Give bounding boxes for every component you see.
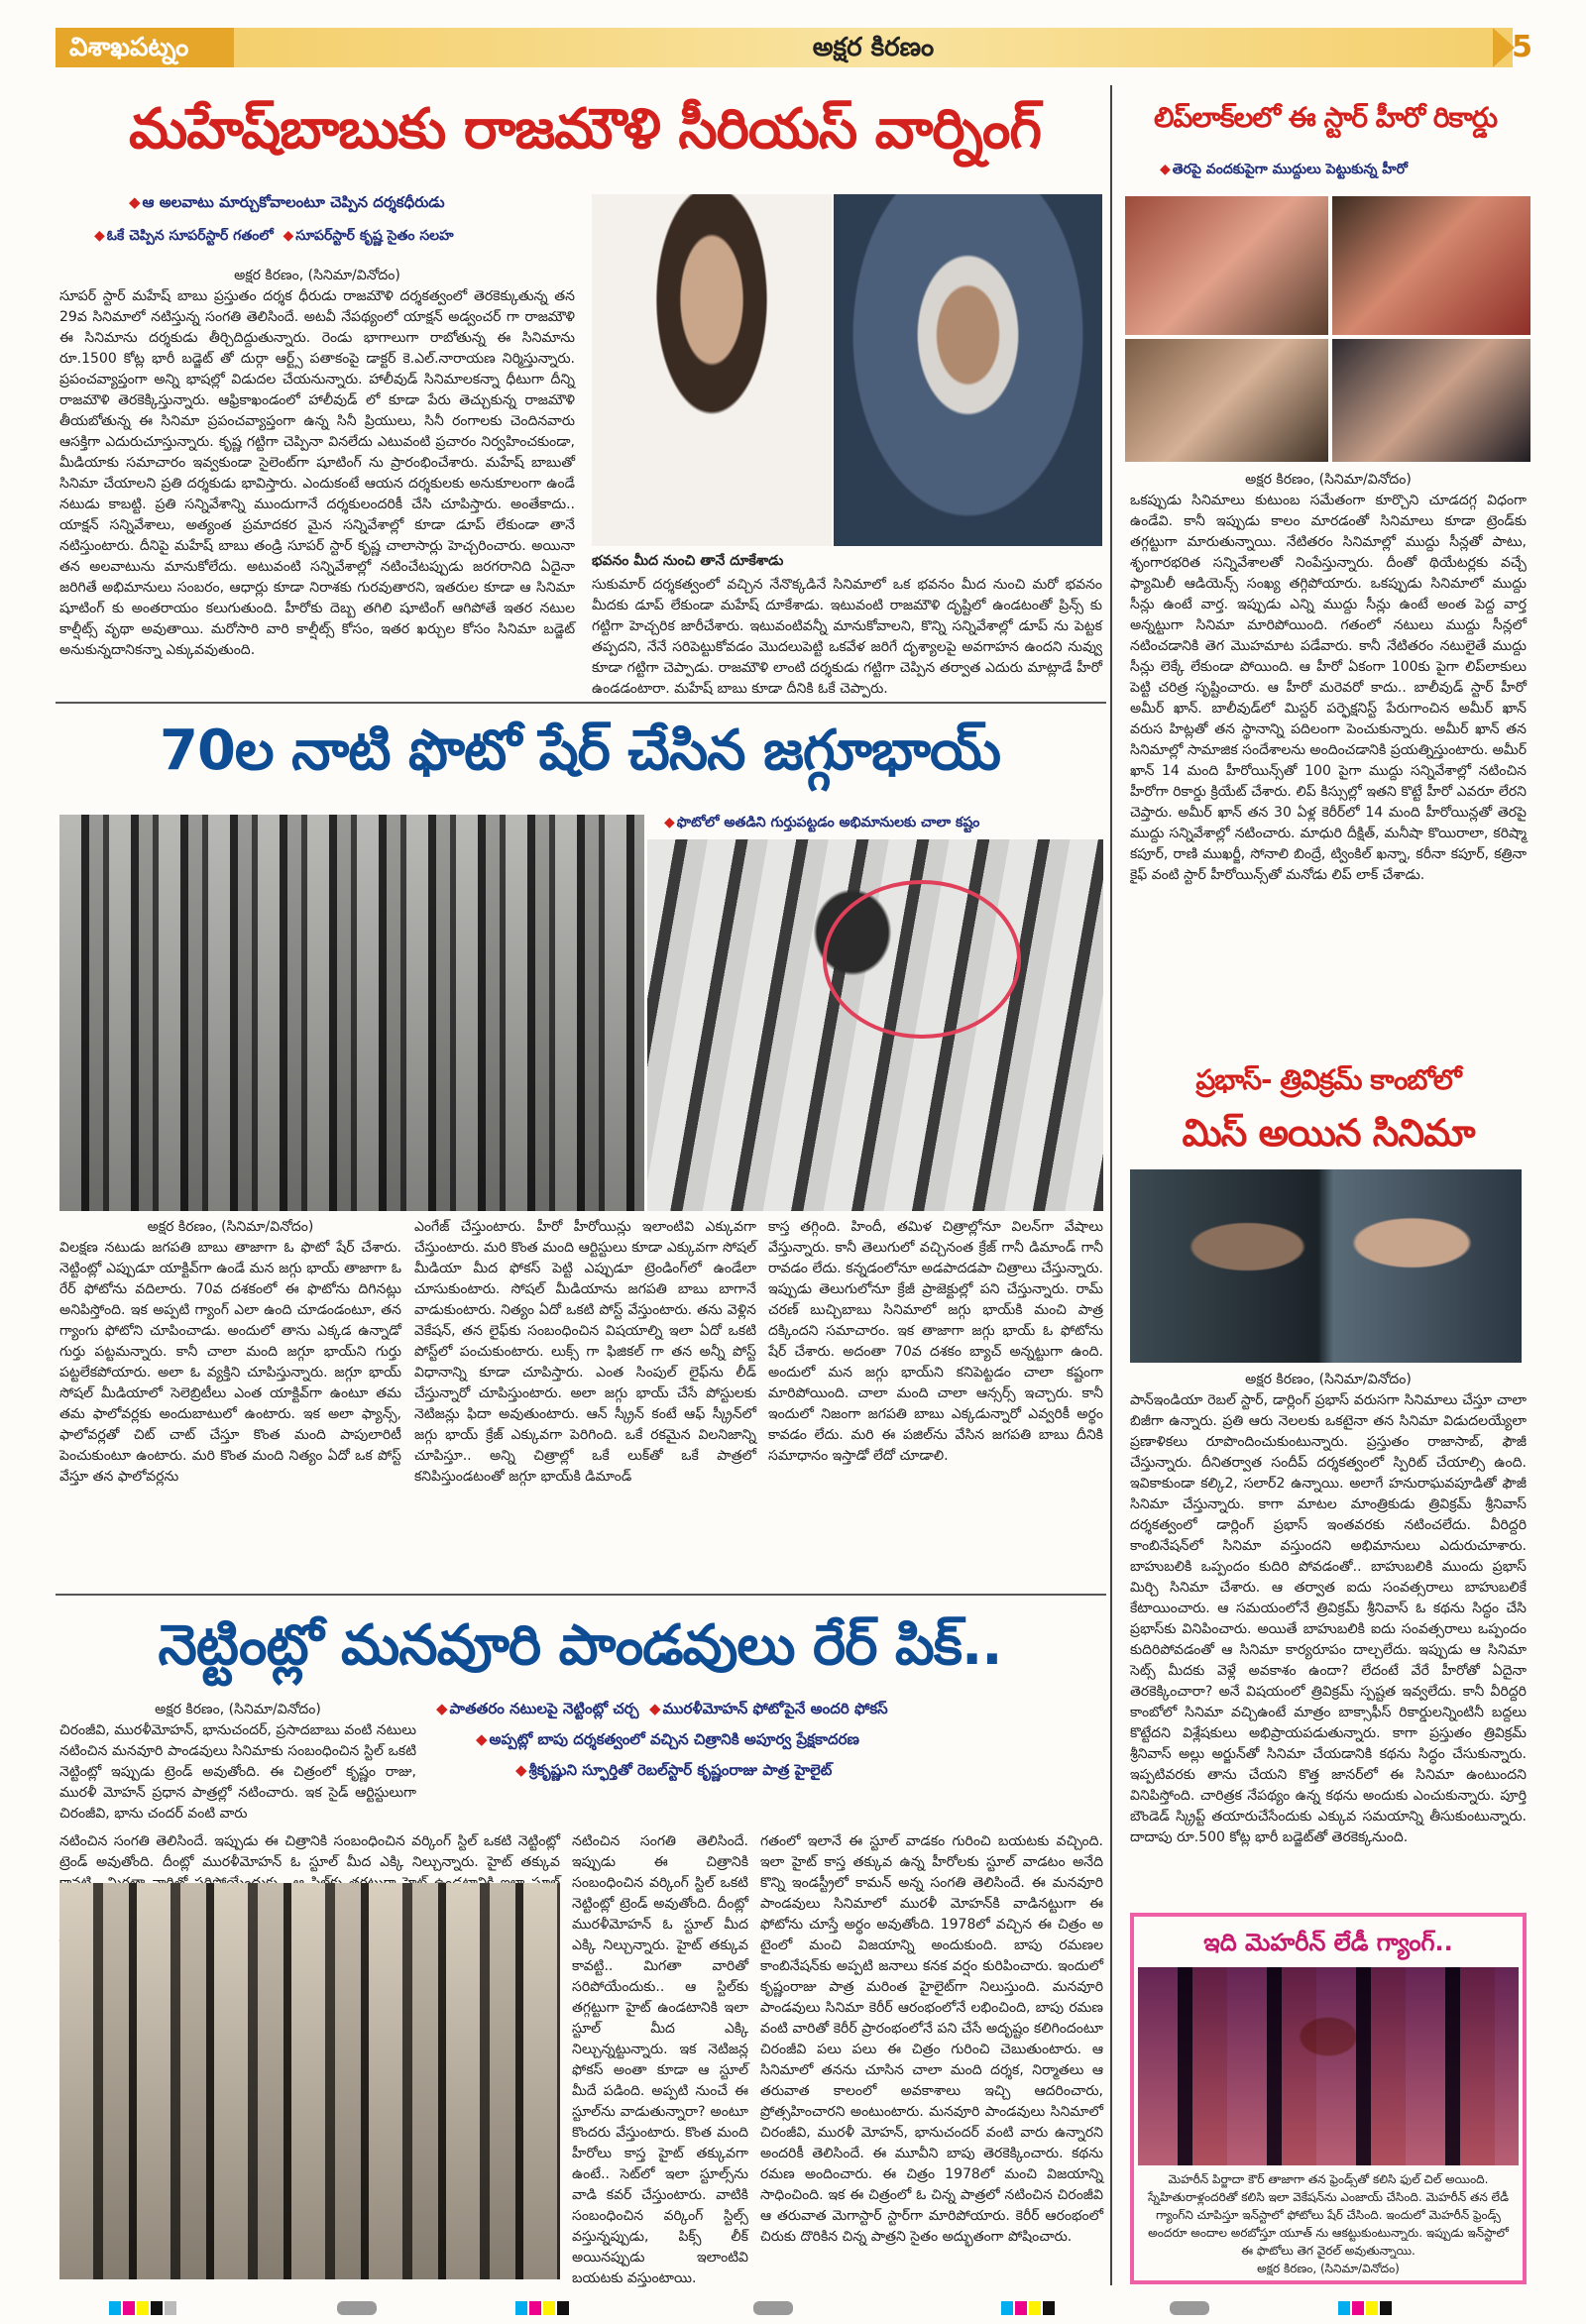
color-swatch <box>109 2301 121 2315</box>
article-body <box>59 1700 416 1828</box>
sidebar-body <box>1130 1370 1527 1895</box>
color-swatch <box>1015 2301 1027 2315</box>
article-body <box>59 1217 401 1586</box>
subheadline-text: పాతతరం నటులపై నెట్టింట్లో చర్చ <box>449 1700 639 1717</box>
body-text: సుకుమార్ దర్శకత్వంలో వచ్చిన నేనొక్కడినే సినిమాలో ఒక భవనం మీద నుంచి మరో భవనం మీదకు డూప్ లేకుండా మహేష్ దూకేశాడు. ఇటువంటి రాజమౌళి దృష్టిలో ఉండటంతో ప్రిన్స్ కు గట్టిగా హెచ్చరిక జారీచేశారు. ఇటువంటివన్నీ మానుకోవాలని, కొన్ని సన్నివేశాల్లో డూప్ ను పెట్టక తప్పదని, నేనే సరిపెట్టుకోవడం మొదలుపెట్టి ఒకవేళ జరిగే దృశ్యాలపై అవగాహన ఉందని నువ్వు కూడా గట్టిగా చెప్పాడు. రాజమౌళి లాంటి దర్శకుడు గట్టిగా చెప్పిన తర్వాత ఎదురు మాట్లాడే హీరో ఉండడంటారా. మహేష్ బాబు కూడా దీనికి ఓకే చెప్పారు. <box>592 577 1102 697</box>
sidebar-body <box>1142 2170 1515 2279</box>
color-swatch <box>137 2301 149 2315</box>
paper-name: అక్షర కిరణం <box>234 28 1513 67</box>
body-text: గతంలో ఇలానే ఈ స్టూల్ వాడకం గురించి బయటకు వచ్చింది. ఇలా హైట్ కాస్త తక్కువ ఉన్న హీరోలకు స్టూల్ వాడటం అనేది కొన్ని ఇండస్ట్రీలో కామన్ అన్న సంగతి తెలిసిందే. ఈ మనవూరి పాండవులు సినిమాలో మురళీ మోహన్‌కి వాడినట్టుగా ఈ ఫోటోను చూస్తే అర్థం అవుతోంది. 1978లో వచ్చిన ఈ చిత్రం అ టైంలో మంచి విజయాన్ని అందుకుంది. బాపు రమణల కాంబినేషన్‌కు అప్పటి జనాలు కనక వర్షం కురిపించారు. ఇందులో కృష్ణంరాజు పాత్ర మరింత హైలైట్‌గా నిలుస్తుంది. మనవూరి పాండవులు సినిమా కెరీర్ ఆరంభంలోనే లభించింది, బాపు రమణ వంటి వారితో కెరీర్ ప్రారంభంలోనే పని చేసే అదృష్టం కలిగిందంటూ చిరంజీవి పలు పలు ఈ చిత్రం గురించి చెబుతుంటారు. ఆ సినిమాలో తనను చూసిన చాలా మంది దర్శక, నిర్మాతలు ఆ తరువాత కాలంలో అవకాశాలు ఇచ్చి ఆదరించారు, ప్రోత్సహించారని అంటుంటారు. మనవూరి పాండవులు సినిమాలో చిరంజీవి, మురళీ మోహన్, భానుచందర్ వంటి వారు ఉన్నారని అందరికీ తెలిసిందే. ఈ మూవీని బాపు తెరకెక్కించారు. కథను రమణ అందించారు. ఈ చిత్రం 1978లో మంచి విజయాన్ని సాధించింది. ఇక ఈ చిత్రంలో ఓ చిన్న పాత్రలో నటించిన చిరంజీవి ఆ తరువాత మెగాస్టార్ స్టార్‌గా మారిపోయారు. కెరీర్ ఆరంభంలో చిరుకు దొరికిన చిన్న పాత్రని సైతం అద్భుతంగా పోషించారు. <box>760 1833 1103 2245</box>
article-subheadline: ◆ ఓకే చెప్పిన సూపర్‌స్టార్ గతంలో ◆ సూపర్‌స్టార్ కృష్ణ సైతం సలహ <box>94 228 454 244</box>
color-swatch <box>753 2301 793 2315</box>
article-subheadline: ◆ పాతతరం నటులపై నెట్టింట్లో చర్చ ◆ మురళీమోహన్ ఫోటోపైనే అందరి ఫోకస్ <box>436 1700 888 1717</box>
photo-mehreen-friends <box>1138 1967 1519 2165</box>
page-header <box>56 28 1532 67</box>
photo-kiss-scene <box>1332 339 1530 462</box>
color-swatch <box>1352 2301 1364 2315</box>
body-text: నటించిన సంగతి తెలిసిందే. ఇప్పుడు ఈ చిత్రానికి సంబంధించిన వర్కింగ్ స్టిల్ ఒకటి నెట్టింట్లో ట్రెండ్ అవుతోంది. దీంట్లో మురళీమోహన్ ఓ స్టూల్ మీద ఎక్కి నిల్చున్నారు. హైట్ తక్కువ <box>59 1833 560 1870</box>
subheadline-text: మురళీమోహన్ ఫోటోపైనే అందరి ఫోకస్ <box>662 1700 888 1717</box>
subheadline-text: ఫొటోలో అతడిని గుర్తుపట్టడం అభిమానులకు చాలా కష్టం <box>676 815 980 830</box>
article-body <box>768 1217 1103 1586</box>
article-body <box>760 1831 1103 2282</box>
column-divider <box>1110 85 1112 2285</box>
subheadline-text: ఓకే చెప్పిన సూపర్‌స్టార్ గతంలో <box>106 228 274 244</box>
article-subheadline: ◆ ఆ అలవాటు మార్చుకోవాలంటూ చెప్పిన దర్శకధీరుడు <box>129 193 445 211</box>
subheadline-text: ఆ అలవాటు మార్చుకోవాలంటూ చెప్పిన దర్శకధీరుడు <box>142 193 445 211</box>
dateline: అక్షర కిరణం, (సినిమా/వినోదం) <box>147 1219 314 1235</box>
color-swatch <box>529 2301 541 2315</box>
color-swatch <box>123 2301 135 2315</box>
article-subheadline: ◆ ఫొటోలో అతడిని గుర్తుపట్టడం అభిమానులకు చాలా కష్టం <box>664 815 980 830</box>
page-number: 5 <box>1512 30 1532 64</box>
article-body <box>572 1831 748 2286</box>
color-swatch <box>1029 2301 1041 2315</box>
sidebar-subheadline: ◆ తెరపై వందకుపైగా ముద్దులు పెట్టుకున్న హీరో <box>1160 162 1408 177</box>
section-divider <box>56 1594 1106 1596</box>
photo-kiss-scene <box>1125 339 1328 462</box>
body-text: చిరంజీవి, మురళీమోహన్, భానుచందర్, ప్రసాదబాబు వంటి నటులు నటించిన మనవూరి పాండవులు సినిమాకు సంబంధించిన స్టిల్ ఒకటి నెట్టింట్లో ఇప్పుడు ట్రెండ్ అవుతోంది. ఈ చిత్రంలో కృష్ణం రాజు, మురళీ మోహన్ ప్రధాన పాత్రల్లో నటించారు. ఇక సైడ్ ఆర్టిస్టులుగా చిరంజీవి, భాను చందర్ వంటి వారు <box>59 1722 416 1822</box>
color-swatch <box>1001 2301 1013 2315</box>
color-swatch <box>1043 2301 1055 2315</box>
article-headline: 70ల నాటి ఫొటో షేర్ చేసిన జగ్గూభాయ్ <box>159 719 1001 783</box>
color-swatch <box>1380 2301 1392 2315</box>
color-swatch <box>151 2301 163 2315</box>
body-text: విలక్షణ నటుడు జగపతి బాబు తాజాగా ఓ ఫొటో షేర్ చేశారు. నెట్టింట్లో ఎప్పుడూ యాక్టివ్‌గా ఉండే మన జగ్గు భాయ్ తాజాగా ఓ రేర్ ఫోటోను వదిలారు. 70వ దశకంలో ఈ ఫొటోను దిగినట్లు అనిపిస్తోంది. ఇక అప్పటి గ్యాంగ్ ఎలా ఉంది చూడండంటూ, తన గ్యాంగు ఫోటోని చూపించాడు. అందులో తాను ఎక్కడ ఉన్నాడో గుర్తు పట్టమన్నారు. కానీ చాలా మంది జగ్గూ భాయ్‌ని గుర్తు పట్టలేకపోయారు. అలా ఓ వ్యక్తిని చూపిస్తున్నారు. జగ్గూ భాయ్ సోషల్ మీడియాలో సెలెబ్రిటీలు ఎంత యాక్టివ్‌గా ఉంటూ తమ తమ ఫాలోవర్లకు అందుబాటులో ఉంటారు. ఇక అలా ఫ్యాన్స్‌, ఫాలోవర్లతో చిట్ చాట్ చేస్తూ కొంత మంది పాపులారిటీ పెంచుకుంటూ ఉంటారు. మరి కొంత మంది నిత్యం ఏదో ఒక పోస్ట్ వేస్తూ తన ఫాలోవర్లను <box>59 1240 401 1485</box>
body-text: ఎంగేజ్ చేస్తుంటారు. హీరో హీరోయిన్లు ఇలాంటివి ఎక్కువగా చేస్తుంటారు. మరి కొంత మంది ఆర్టిస్టులు కూడా ఎక్కువగా సోషల్ మీడియా మీద ఫోకస్ పెట్టి ఎప్పుడూ ట్రెండింగ్‌లో ఉండేలా చూసుకుంటారు. సోషల్ మీడియాను జగపతి బాబు బాగానే వాడుకుంటారు. నిత్యం ఏదో ఒకటి పోస్ట్ వేస్తుంటారు. తను వెళ్లిన వెకేషన్, తన లైఫ్‌కు సంబంధించిన విషయాల్ని ఇలా ఏదో ఒకటి పోస్ట్‌లో పంచుకుంటారు. లుక్స్ గా ఫిజికల్ గా తన అన్నీ పోస్ట్ విధానాన్ని కూడా చూపిస్తారు. ఎంత సింపుల్ లైఫ్‌ను లీడ్ చేస్తున్నారో చూపిస్తుంటారు. అలా జగ్గు భాయ్ చేసే పోస్టులకు నెటిజన్లు ఫిదా అవుతుంటారు. ఆన్ స్క్రీన్ కంటే ఆఫ్ స్క్రీన్‌లో జగ్గు భాయ్ క్రేజ్ ఎక్కువగా పెరిగింది. ఒకే రకమైన విలనిజాన్ని చూపిస్తూ.. అన్ని చిత్రాల్లో ఒకే లుక్‌తో ఒకే పాత్రలో కనిపిస్తుండటంతో జగ్గూ భాయ్‌కి డిమాండ్ <box>414 1219 756 1485</box>
photo-kiss-scene <box>1332 196 1530 335</box>
article-body <box>592 575 1102 697</box>
color-swatch <box>1170 2301 1209 2315</box>
color-swatch <box>543 2301 555 2315</box>
body-text: నటించిన సంగతి తెలిసిందే. ఇప్పుడు ఈ చిత్రానికి సంబంధించిన వర్కింగ్ స్టిల్ ఒకటి నెట్టింట్లో ట్రెండ్ అవుతోంది. దీంట్లో మురళీమోహన్ ఓ స్టూల్ మీద ఎక్కి నిల్చున్నారు. హైట్ తక్కువ కావట్టి.. మిగతా వారితో సరిపోయేందుకు.. ఆ స్టిల్‌కు తగ్గట్టుగా హైట్ ఉండటానికి ఇలా స్టూల్ మీద ఎక్కి నిల్చున్నట్టున్నారు. ఇక నెటిజన్ల ఫోకస్ అంతా కూడా ఆ స్టూల్ మీదే పడింది. అప్పటి నుంచే ఈ స్టూల్‌ను వాడుతున్నారా? అంటూ కొందరు వేస్తుంటారు. కొంత మంది హీరోలు కాస్త హైట్ తక్కువగా ఉంటే.. సెట్‌లో ఇలా స్టూల్స్‌ను వాడి కవర్ చేస్తుంటారు. వాటికి సంబంధించిన వర్కింగ్ స్టిల్స్ వస్తున్నప్పుడు, పిక్స్ లీక్ అయినప్పుడు ఇలాంటివి బయటకు వస్తుంటాయి. <box>572 1833 748 2286</box>
section-divider <box>56 702 1106 704</box>
article-subheadline: ◆ శ్రీకృష్ణుని స్ఫూర్తితో రెబల్‌స్టార్ కృష్ణంరాజు పాత్ర హైలైట్ <box>515 1761 833 1779</box>
body-text: ఒకప్పుడు సినిమాలు కుటుంబ సమేతంగా కూర్చొని చూడదగ్గ విధంగా ఉండేవి. కానీ ఇప్పుడు కాలం మారడంతో సినిమాలు కూడా ట్రెండ్‌కు తగ్గట్టుగా మారుతున్నాయి. నేటితరం సినిమాల్లో ముద్దు సీన్లతో పాటు, శృంగారభరిత సన్నివేశాలతో నింపేస్తున్నారు. దీంతో థియేటర్లకు వచ్చే ఫ్యామిలీ ఆడియెన్స్ సంఖ్య తగ్గిపోయారు. ఒకప్పుడు సినిమాలో ముద్దు సీన్లు ఉంటే వార్త. ఇప్పుడు ఎన్ని ముద్దు సీన్లు ఉంటే అంత పెద్ద వార్త అన్నట్టుగా సినిమా మారిపోయింది. గతంలో నటులు ముద్దు సీన్లలో నటించడానికి తెగ మొహమాట పడేవారు. కానీ నేటితరం నటులైతే ముద్దు సీన్లు లెక్కే లేకుండా పోయింది. ఆ హీరో ఏకంగా 100కు పైగా లిప్‌లాకులు పెట్టి చరిత్ర సృష్టించారు. ఆ హీరో మరెవరో కాదు.. బాలీవుడ్ స్టార్ హీరో అమీర్ ఖాన్. బాలీవుడ్‌లో మిస్టర్ పర్ఫెక్షనిస్ట్ పేరుగాంచిన అమీర్ ఖాన్ వరుస హిట్లతో తన స్థానాన్ని పదిలంగా పెంచుకున్నారు. అమీర్ ఖాన్ తన సినిమాల్లో సామాజిక సందేశాలను అందించడానికి ప్రయత్నిస్తుంటారు. అమీర్ ఖాన్ 14 మంది హీరోయిన్స్‌తో 100 పైగా ముద్దు సన్నివేశాల్లో నటించిన హీరోగా రికార్డు క్రియేట్ చేశారు. లిప్ కిస్సుల్లో ఇతని కొట్టే హీరో ఎవరూ లేరని చెప్తారు. అమీర్ ఖాన్ తన 30 ఏళ్ల కెరీర్‌లో 14 మంది హీరోయిన్లతో తెరపై ముద్దు సన్నివేశాల్లో నటించారు. మాధురి దీక్షిత్, మనీషా కొయిరాలా, కరిష్మా కపూర్, రాణి ముఖర్జీ, సోనాలి బింద్రే, ట్వింకిల్ ఖన్నా, కరీనా కపూర్, కత్రినా కైఫ్ వంటి స్టార్ హీరోయిన్స్‌తో మనోడు లిప్ లాక్ చేశాడు. <box>1130 493 1527 883</box>
dateline: అక్షర కిరణం, (సినిమా/వినోదం) <box>234 268 400 283</box>
subheadline-text: శ్రీకృష్ణుని స్ఫూర్తితో రెబల్‌స్టార్ కృష్ణంరాజు పాత్ర హైలైట్ <box>528 1761 833 1779</box>
subheadline-text: సూపర్‌స్టార్ కృష్ణ సైతం సలహ <box>295 228 454 244</box>
body-text: సూపర్ స్టార్ మహేష్ బాబు ప్రస్తుతం దర్శక ధీరుడు రాజమౌళి దర్శకత్వంలో తెరకెక్కుతున్న తన 29వ సినిమాలో నటిస్తున్న సంగతి తెలిసిందే. అటవీ నేపథ్యంలో యాక్షన్ అడ్వంచర్ గా రాజమౌళి ఈ సినిమాను దర్శకుడు తీర్చిదిద్దుతున్నారు. రెండు భాగాలుగా రాబోతున్న ఈ సినిమాను రూ.1500 కోట్ల భారీ బడ్జెట్ తో దుర్గా ఆర్ట్స్ పతాకంపై డాక్టర్ కె.ఎల్.నారాయణ నిర్మిస్తున్నారు. ప్రపంచవ్యాప్తంగా అన్ని భాషల్లో విడుదల చేయనున్నారు. హాలీవుడ్ సినిమాలకన్నా ధీటుగా దీన్ని రాజమౌళి తెరకెక్కిస్తున్నారు. ఆఫ్రికాఖండంలో హాలీవుడ్ లో కూడా పేరు తెచ్చుకున్న రాజమౌళి తీయబోతున్న ఈ సినిమా ప్రపంచవ్యాప్తంగా ఉన్న సినీ ప్రియులు, సినీ రంగాలకు చెందినవారు ఆసక్తిగా ఎదురుచూస్తున్నారు. కృష్ణ గట్టిగా చెప్పినా వినలేదు ఎటువంటి ప్రచారం నిర్వహించకుండా, మీడియాకు సమాచారం ఇవ్వకుండా సైలెంట్‌గా షూటింగ్ ను ప్రారంభించేశారు. మహేష్ బాబుతో సినిమా చేయాలని ప్రతి దర్శకుడు భావిస్తారు. ఎందుకంటే ఆయన దర్శకులకు అనుకూలంగా ఉండే నటుడు కాబట్టి. ప్రతి సన్నివేశాన్ని ముందుగానే దర్శకులందరికీ చేసి చూపిస్తారు. అంతేకాదు.. యాక్షన్ సన్నివేశాలు, అత్యంత ప్రమాదకర మైన సన్నివేశాల్లో కూడా డూప్ లేకుండా తానే నటిస్తుంటారు. దీనిపై మహేష్ బాబు తండ్రి సూపర్ స్టార్ కృష్ణ చాలాసార్లు హెచ్చరించారు. అయినా తన అలవాటును మానుకోలేదు. అటువంటి సన్నివేశాల్లో నటించేటప్పుడు జరగరానిది ఏదైనా జరిగితే అభిమానులు సంబరం, ఆధార్లు కూడా నిరాశకు గురవుతారని, ఇతరుల కూడా ఆ సినిమా షూటింగ్ కు అంతరాయం కలుగుతుంది. హీరోకు దెబ్బ తగిలి షూటింగ్ ఆగిపోతే ఇతర నటుల కాల్షీట్స్ వృథా అవుతాయి. మరోసారి వారి కాల్షీట్స్ కోసం, ఇతర ఖర్చుల కోసం సినిమా బడ్జెట్ అనుకున్నదానికన్నా ఎక్కువవుతుంది. <box>59 288 575 658</box>
subheadline-text: తెరపై వందకుపైగా ముద్దులు పెట్టుకున్న హీరో <box>1172 162 1408 177</box>
article-headline: నెట్టింట్లో మనవూరి పాండవులు రేర్ పిక్.. <box>158 1613 1002 1678</box>
color-swatch <box>337 2301 377 2315</box>
photo-manavoori-pandavulu-still <box>59 1883 560 2279</box>
sidebar-headline: మిస్ అయిన సినిమా <box>1182 1111 1475 1155</box>
highlight-circle <box>823 880 1021 1039</box>
subheadline-text: అప్పట్లో బాపు దర్శకత్వంలో వచ్చిన చిత్రానికి అపూర్వ ప్రేక్షకాదరణ <box>489 1730 859 1748</box>
dateline: అక్షర కిరణం, (సినిమా/వినోదం) <box>1257 2262 1400 2275</box>
color-swatch <box>515 2301 527 2315</box>
color-swatch <box>165 2301 176 2315</box>
edition-city: విశాఖపట్నం <box>56 28 234 67</box>
sidebar-body <box>1130 470 1527 1005</box>
body-text: కాస్త తగ్గింది. హిందీ, తమిళ చిత్రాల్లోనూ విలన్‌గా వేషాలు వేస్తున్నారు. కానీ తెలుగులో వచ్చినంత క్రేజ్ గానీ డిమాండ్ గానీ రావడం లేదు. కన్నడంలోనూ అడపాదడపా చిత్రాలు చేస్తున్నారు. ఇప్పుడు తెలుగులోనూ క్రేజీ ప్రాజెక్టుల్లో పని చేస్తున్నారు. రామ్ చరణ్ బుచ్చిబాబు సినిమాలో జగ్గు భాయ్‌కి మంచి పాత్ర దక్కిందని సమాచారం. ఇక తాజాగా జగ్గు భాయ్ ఓ ఫోటోను షేర్ చేశారు. అదంతా 70వ దశకం బ్యాచ్ అన్నట్టుగా ఉంది. అందులో మన జగ్గు భాయ్‌ని కనిపెట్టడం చాలా కష్టంగా మారిపోయింది. చాలా మంది చాలా ఆన్సర్స్ ఇచ్చారు. కానీ ఇందులో నిజంగా జగపతి బాబు ఎక్కడున్నారో ఎవ్వరికీ అర్థం కావడం లేదు. మరి ఈ పజిల్‌ను వేసిన జగపతి బాబు దీనికి సమాధానం ఇస్తాడో లేదో చూడాలి. <box>768 1219 1103 1464</box>
color-swatch <box>1366 2301 1378 2315</box>
sidebar-headline: ఇది మెహరీన్ లేడీ గ్యాంగ్.. <box>1203 1929 1453 1956</box>
photo-trivikram-prabhas <box>1130 1169 1522 1363</box>
body-text: మెహరీన్ పిర్జాదా కౌర్ తాజాగా తన ఫ్రెండ్స్‌తో కలిసి ఫుల్ చిల్ అయింది. స్నేహితురాళ్లందరితో కలిసి ఇలా వెకేషన్‌ను ఎంజాయ్ చేసింది. మెహరీన్ తన లేడీ గ్యాంగ్‌ని చూపిస్తూ ఇన్‌స్టాలో ఫోటోలు షేర్ చేసింది. ఇందులో మెహరీన్ ఫ్రెండ్స్ అందరూ అందాల అరబోస్తూ యూత్ ను ఆకట్టుకుంటున్నారు. ఇప్పుడు ఇన్‌స్టాలో ఈ ఫొటోలు తెగ వైరల్ అవుతున్నాయి. <box>1148 2172 1509 2258</box>
article-body <box>59 1831 560 1875</box>
dateline: అక్షర కిరణం, (సినిమా/వినోదం) <box>1245 472 1412 488</box>
print-registration-marks <box>0 2297 1586 2319</box>
article-headline: మహేష్‌బాబుకు రాజమౌళి సీరియస్ వార్నింగ్ <box>128 97 1042 162</box>
dateline: అక్షర కిరణం, (సినిమా/వినోదం) <box>1245 1372 1412 1387</box>
photo-mahesh-babu <box>592 194 832 546</box>
photo-rajamouli <box>834 194 1102 546</box>
photo-kiss-scene <box>1125 196 1328 335</box>
dateline: అక్షర కిరణం, (సినిమా/వినోదం) <box>155 1702 321 1717</box>
sidebar-headline: లిప్‌లాక్‌లలో ఈ స్టార్ హీరో రికార్డు <box>1153 101 1498 134</box>
photo-caption: భవనం మీద నుంచి తానే దూకేశాడు <box>592 553 784 569</box>
body-text: పాన్‌ఇండియా రెబల్ స్టార్, డార్లింగ్ ప్రభాస్ వరుసగా సినిమాలు చేస్తూ చాలా బిజీగా ఉన్నారు. ప్రతి ఆరు నెలలకు ఒకటైనా తన సినిమా విడుదలయ్యేలా ప్రణాళికలు రూపొందించుకుంటున్నారు. ప్రస్తుతం రాజాసాబ్, ఫౌజీ చేస్తున్నారు. దీనితర్వాత సందీప్ దర్శకత్వంలో స్పిరిట్ చేయాల్సి ఉంది. ఇవికాకుండా కల్కి2, సలార్2 ఉన్నాయి. అలాగే హనురాఘవపూడితో ఫౌజీ సినిమా చేస్తున్నారు. కాగా మాటల మాంత్రికుడు త్రివిక్రమ్ శ్రీనివాస్ దర్శకత్వంలో డార్లింగ్ ప్రభాస్ ఇంతవరకు నటించలేదు. వీరిద్దరి కాంబినేషన్‌లో సినిమా వస్తుందని అభిమానులు ఎదురుచూశారు. బాహుబలికి ఒప్పందం కుదిరి పోవడంతో.. బాహుబలికి ముందు ప్రభాస్ మిర్చి సినిమా చేశారు. ఆ తర్వాత ఐదు సంవత్సరాలు బాహుబలికే కేటాయించారు. ఆ సమయంలోనే త్రివిక్రమ్ శ్రీనివాస్ ఓ కథను సిద్ధం చేసి ప్రభాస్‌కు వినిపించారు. అయితే బాహుబలికి ఐదు సంవత్సరాలు ఒప్పందం కుదిరిపోవడంతో ఆ సినిమా కార్యరూపం దాల్చలేదు. ఇప్పుడు ఆ సినిమా సెట్స్ మీదకు వెళ్లే అవకాశం ఉందా? లేదంటే వేరే హీరోతో ఏదైనా తెరకెక్కించారా? అనే విషయంలో త్రివిక్రమ్ స్పష్టత ఇవ్వలేదు. కానీ వీరిద్దరి కాంబోలో సినిమా వచ్చిఉంటే మాత్రం బాక్సాఫీస్ రికార్డులన్నింటినీ బద్దలు కొట్టేదని విశ్లేషకులు అభిప్రాయపడుతున్నారు. కాగా ప్రస్తుతం త్రివిక్రమ్ శ్రీనివాస్ అల్లు అర్జున్‌తో సినిమా చేయడానికి కథను సిద్ధం చేసుకున్నారు. ఇప్పటివరకు తాను చేయని కొత్త జానర్‌లో ఈ సినిమా ఉంటుందని వినిపిస్తోంది. చారిత్రక నేపథ్యం ఉన్న కథను అందుకు ఎంచుకున్నారు. పూర్తి బౌండెడ్ స్క్రిప్ట్ తయారుచేసేందుకు ఎక్కువ సమయాన్ని తీసుకుంటున్నారు. దాదాపు రూ.500 కోట్ల భారీ బడ్జెట్‌తో తెరకెక్కనుంది. <box>1130 1392 1527 1845</box>
photo-group-70s <box>59 815 644 1211</box>
article-subheadline: ◆ అప్పట్లో బాపు దర్శకత్వంలో వచ్చిన చిత్రానికి అపూర్వ ప్రేక్షకాదరణ <box>476 1730 859 1748</box>
color-swatch <box>1338 2301 1350 2315</box>
color-swatch <box>557 2301 569 2315</box>
article-body <box>414 1217 756 1586</box>
sidebar-kicker: ప్రభాస్- త్రివిక్రమ్ కాంబోలో <box>1195 1063 1461 1096</box>
article-body <box>59 266 575 682</box>
